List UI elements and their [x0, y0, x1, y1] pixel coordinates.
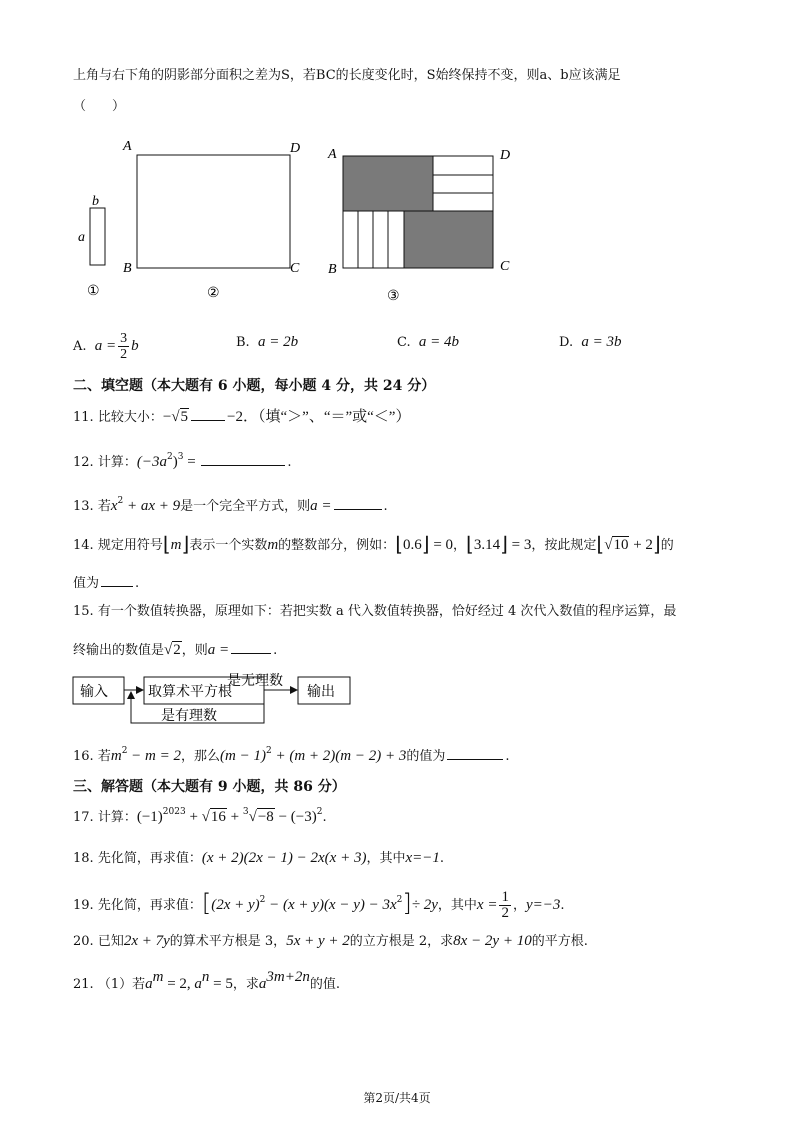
question-13: 13. 若$x^2$ + ax + 9是一个完全平方式，则a = . — [73, 496, 388, 514]
fig1-label-a: a — [78, 230, 85, 245]
fig3-label-D: D — [500, 148, 511, 163]
question-15-line-2: 终输出的数值是√2，则a = . — [73, 639, 277, 660]
answer-blank-15[interactable] — [231, 639, 271, 654]
question-11: 11. 比较大小：−√5 −2．（填“＞”、“＝”或“＜”） — [73, 406, 410, 427]
figure-1-small-rectangle — [78, 194, 105, 299]
flow-rational-label: 是有理数 — [161, 709, 217, 724]
fig2-label-D: D — [290, 141, 301, 156]
flow-input-label: 输入 — [80, 685, 108, 700]
question-17: 17. 计算：$(-1)^{2023} + √16 + ^3√-8 - (-3)^2$. — [73, 807, 327, 825]
option-d[interactable]: D. a = 3b — [559, 334, 622, 350]
fig3-label-A: A — [328, 147, 337, 162]
number-converter-flowchart — [70, 668, 370, 732]
question-18: 18. 先化简，再求值：(x + 2)(2x − 1) − 2x(x + 3)，其中x=−1. — [73, 850, 444, 866]
figure-2-rectangle — [122, 139, 300, 301]
fig3-shade-bottom-right — [404, 211, 493, 268]
question-14-line-2: 值为 . — [73, 572, 139, 593]
question-12: 12. 计算：$(-3a^2)^3$ = . — [73, 452, 292, 470]
option-c[interactable]: C. a = 4b — [397, 334, 460, 350]
fig3-caption: ③ — [387, 289, 400, 304]
answer-blank-11[interactable] — [191, 406, 225, 421]
option-a[interactable]: A. a = $\frac{3}{2}$ b — [73, 331, 139, 362]
question-intro-line: 上角与右下角的阴影部分面积之差为S，若BC的长度变化时，S始终保持不变，则a、b应该满足 — [73, 68, 621, 83]
section-2-title: 二、填空题（本大题有 6 小题，每小题 4 分，共 24 分） — [73, 378, 436, 394]
fig2-label-C: C — [290, 261, 300, 276]
section-3-title: 三、解答题（本大题有 9 小题，共 86 分） — [73, 779, 346, 795]
answer-blank-12[interactable] — [201, 451, 285, 466]
answer-blank-14[interactable] — [101, 572, 133, 587]
fig3-label-B: B — [328, 262, 337, 277]
fig2-label-A: A — [123, 139, 132, 154]
question-20: 20. 已知2x + 7y的算术平方根是 3，5x + y + 2的立方根是 2，求8x − 2y + 10的平方根. — [73, 933, 588, 949]
fig2-label-B: B — [123, 261, 132, 276]
fig3-shade-top-left — [343, 156, 433, 211]
question-15-line-1: 15. 有一个数值转换器，原理如下：若把实数 a 代入数值转换器，恰好经过 4 次代入数值的程序运算，最 — [73, 604, 677, 619]
question-14-line-1: 14. 规定用符号⌊m⌋表示一个实数m的整数部分，例如：⌊0.6⌋ = 0，⌊3.14⌋ = 3，按此规定⌊√10 + 2⌋的 — [73, 532, 674, 556]
figure-3-tiled-rectangle — [327, 147, 510, 304]
question-19: 19. 先化简，再求值：$[(2x + y)^2 - (x + y)(x - y) - 3x^2]\div 2y$，其中x = $\frac{1}{2}$ ，y=−3. — [73, 889, 565, 921]
fig2-caption: ② — [207, 286, 220, 301]
option-b[interactable]: B. a = 2b — [236, 334, 299, 350]
fig1-label-b: b — [92, 194, 99, 209]
question-16: 16. 若$m^2 - m = 2$，那么$(m - 1)^2 + (m + 2)(m - 2) + 3$的值为 . — [73, 746, 510, 764]
figures-group — [70, 130, 520, 310]
page-footer: 第2页/共4页 — [363, 1091, 431, 1105]
answer-blank-16[interactable] — [447, 745, 503, 760]
flow-output-label: 输出 — [307, 685, 335, 700]
fig1-caption: ① — [87, 284, 100, 299]
answer-blank-13[interactable] — [334, 495, 382, 510]
flow-sqrt-label: 取算术平方根 — [148, 685, 232, 700]
fig3-label-C: C — [500, 259, 510, 274]
flow-irrational-label: 是无理数 — [227, 674, 283, 689]
answer-paren: （ ） — [73, 99, 126, 114]
question-21: 21. （1）若$a^m = 2$, $a^n = 5$，求$a^{3m+2n}$的值. — [73, 969, 341, 992]
